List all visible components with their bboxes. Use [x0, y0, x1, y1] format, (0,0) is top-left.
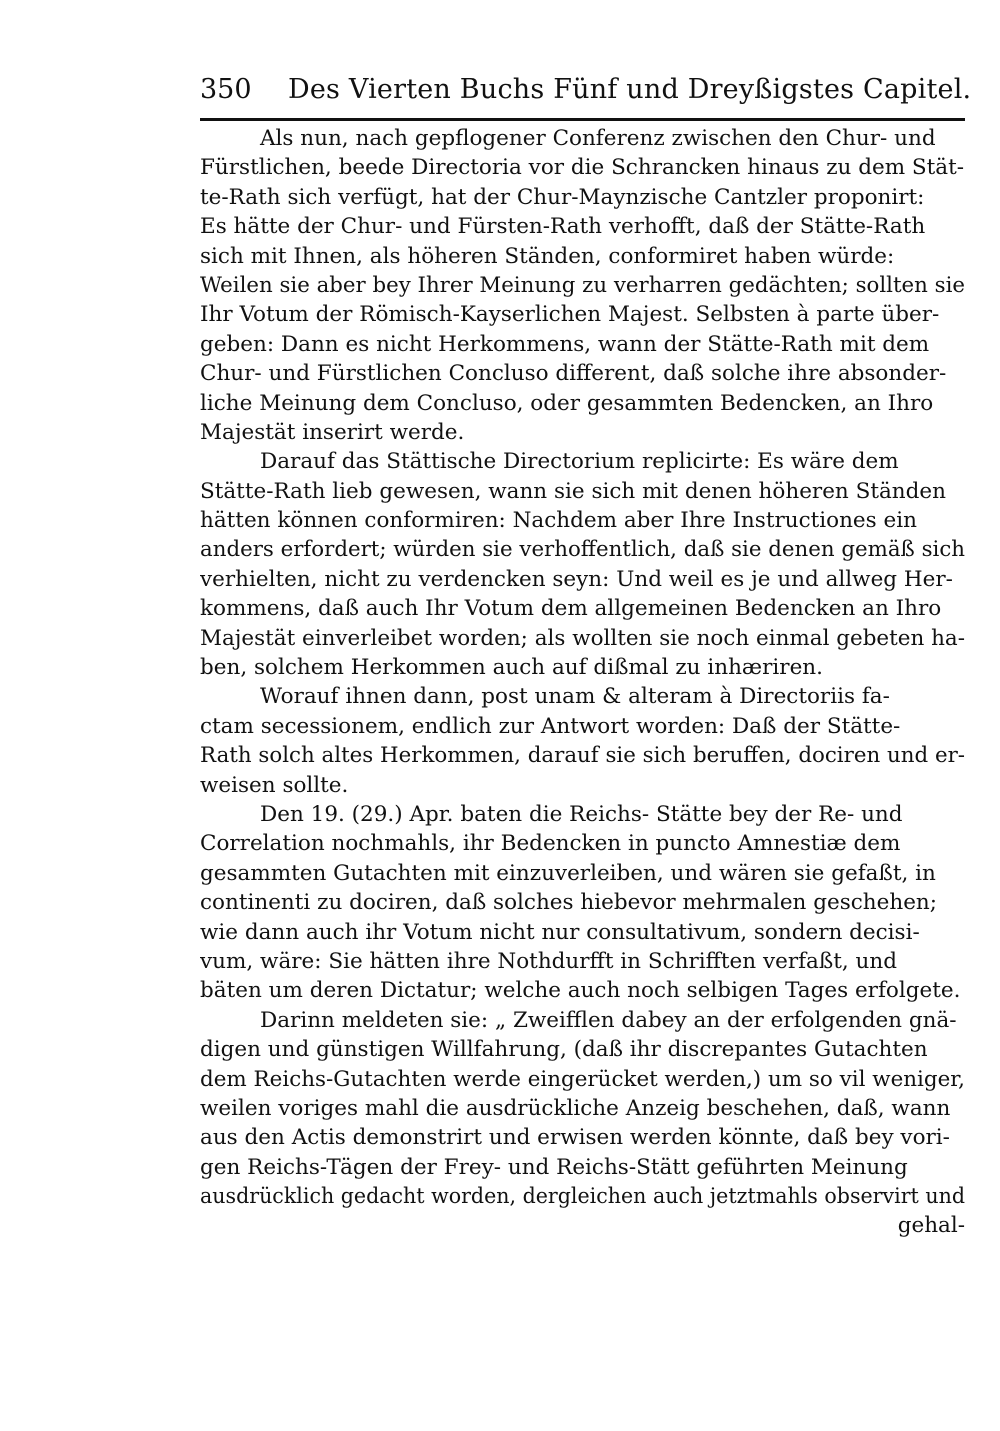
text-line: Es hätte der Chur- und Fürsten-Rath verhofft, daß der Stätte-Rath	[200, 214, 926, 240]
header-rule	[200, 118, 965, 121]
text-line: Rath solch altes Herkommen, darauf sie sich beruffen, dociren und er-	[200, 743, 965, 769]
text-line: gen Reichs-Tägen der Frey- und Reichs-Stätt geführten Meinung	[200, 1154, 908, 1180]
text-line: continenti zu dociren, daß solches hiebevor mehrmalen geschehen;	[200, 890, 938, 916]
text-line: sich mit Ihnen, als höheren Ständen, conformiret haben würde:	[200, 243, 895, 269]
text-line: Fürstlichen, beede Directoria vor die Schrancken hinaus zu dem Stät-	[200, 155, 965, 181]
text-line: Darinn meldeten sie: „ Zweifflen dabey an der erfolgenden gnä-	[260, 1007, 957, 1033]
text-line: Chur- und Fürstlichen Concluso different, daß solche ihre absonder-	[200, 361, 947, 387]
text-line: ausdrücklich gedacht worden, dergleichen auch jetztmahls observirt und	[200, 1184, 965, 1210]
text-line: verhielten, nicht zu verdencken seyn: Und weil es je und allweg Her-	[200, 566, 953, 592]
text-line: geben: Dann es nicht Herkommens, wann der Stätte-Rath mit dem	[200, 331, 930, 357]
text-line: Stätte-Rath lieb gewesen, wann sie sich mit denen höheren Ständen	[200, 478, 946, 504]
text-line: Majestät einverleibet worden; als wollten sie noch einmal gebeten ha-	[200, 625, 965, 651]
text-line: wie dann auch ihr Votum nicht nur consultativum, sondern decisi-	[200, 919, 920, 945]
text-line: gehal-	[897, 1213, 965, 1239]
text-line: bäten um deren Dictatur; welche auch noch selbigen Tages erfolgete.	[200, 978, 961, 1004]
text-line: ctam secessionem, endlich zur Antwort worden: Daß der Stätte-	[200, 713, 901, 739]
text-line: weilen voriges mahl die ausdrückliche Anzeig beschehen, daß, wann	[200, 1095, 951, 1121]
text-line: dem Reichs-Gutachten werde eingerücket werden,) um so vil weniger,	[200, 1066, 965, 1092]
text-line: Den 19. (29.) Apr. baten die Reichs- Stätte bey der Re- und	[260, 801, 903, 827]
text-line: kommens, daß auch Ihr Votum dem allgemeinen Bedencken an Ihro	[200, 596, 942, 622]
text-line: Majestät inserirt werde.	[200, 419, 465, 445]
text-line: te-Rath sich verfügt, hat der Chur-Maynzische Cantzler proponirt:	[200, 184, 925, 210]
text-line: liche Meinung dem Concluso, oder gesammten Bedencken, an Ihro	[200, 390, 934, 416]
text-line: vum, wäre: Sie hätten ihre Nothdurfft in Schrifften verfaßt, und	[200, 948, 897, 974]
text-line: Correlation nochmahls, ihr Bedencken in puncto Amnestiæ dem	[200, 831, 901, 857]
text-line: aus den Actis demonstrirt und erwisen werden könnte, daß bey vori-	[200, 1125, 950, 1151]
text-line: gesammten Gutachten mit einzuverleiben, und wären sie gefaßt, in	[200, 860, 936, 886]
text-line: Als nun, nach gepflogener Conferenz zwischen den Chur- und	[260, 126, 936, 151]
text-line: weisen sollte.	[200, 772, 349, 798]
body-text	[200, 124, 965, 1241]
text-line: digen und günstigen Willfahrung, (daß ihr discrepantes Gutachten	[200, 1037, 928, 1063]
page-number: 350	[200, 74, 252, 105]
text-line: Darauf das Stättische Directorium replicirte: Es wäre dem	[260, 449, 899, 475]
text-line: ben, solchem Herkommen auch auf dißmal zu inhæriren.	[200, 655, 823, 681]
page-header	[200, 70, 972, 110]
text-line: Ihr Votum der Römisch-Kayserlichen Majest. Selbsten à parte über-	[200, 302, 940, 328]
running-head: Des Vierten Buchs Fünf und Dreyßigstes Capitel.	[288, 74, 972, 105]
text-line: Weilen sie aber bey Ihrer Meinung zu verharren gedächten; sollten sie	[200, 272, 965, 298]
text-line: anders erfordert; würden sie verhoffentlich, daß sie denen gemäß sich	[200, 537, 965, 563]
text-line: hätten können conformiren: Nachdem aber Ihre Instructiones ein	[200, 508, 917, 534]
text-line: Worauf ihnen dann, post unam & alteram à Directoriis fa-	[260, 684, 890, 710]
